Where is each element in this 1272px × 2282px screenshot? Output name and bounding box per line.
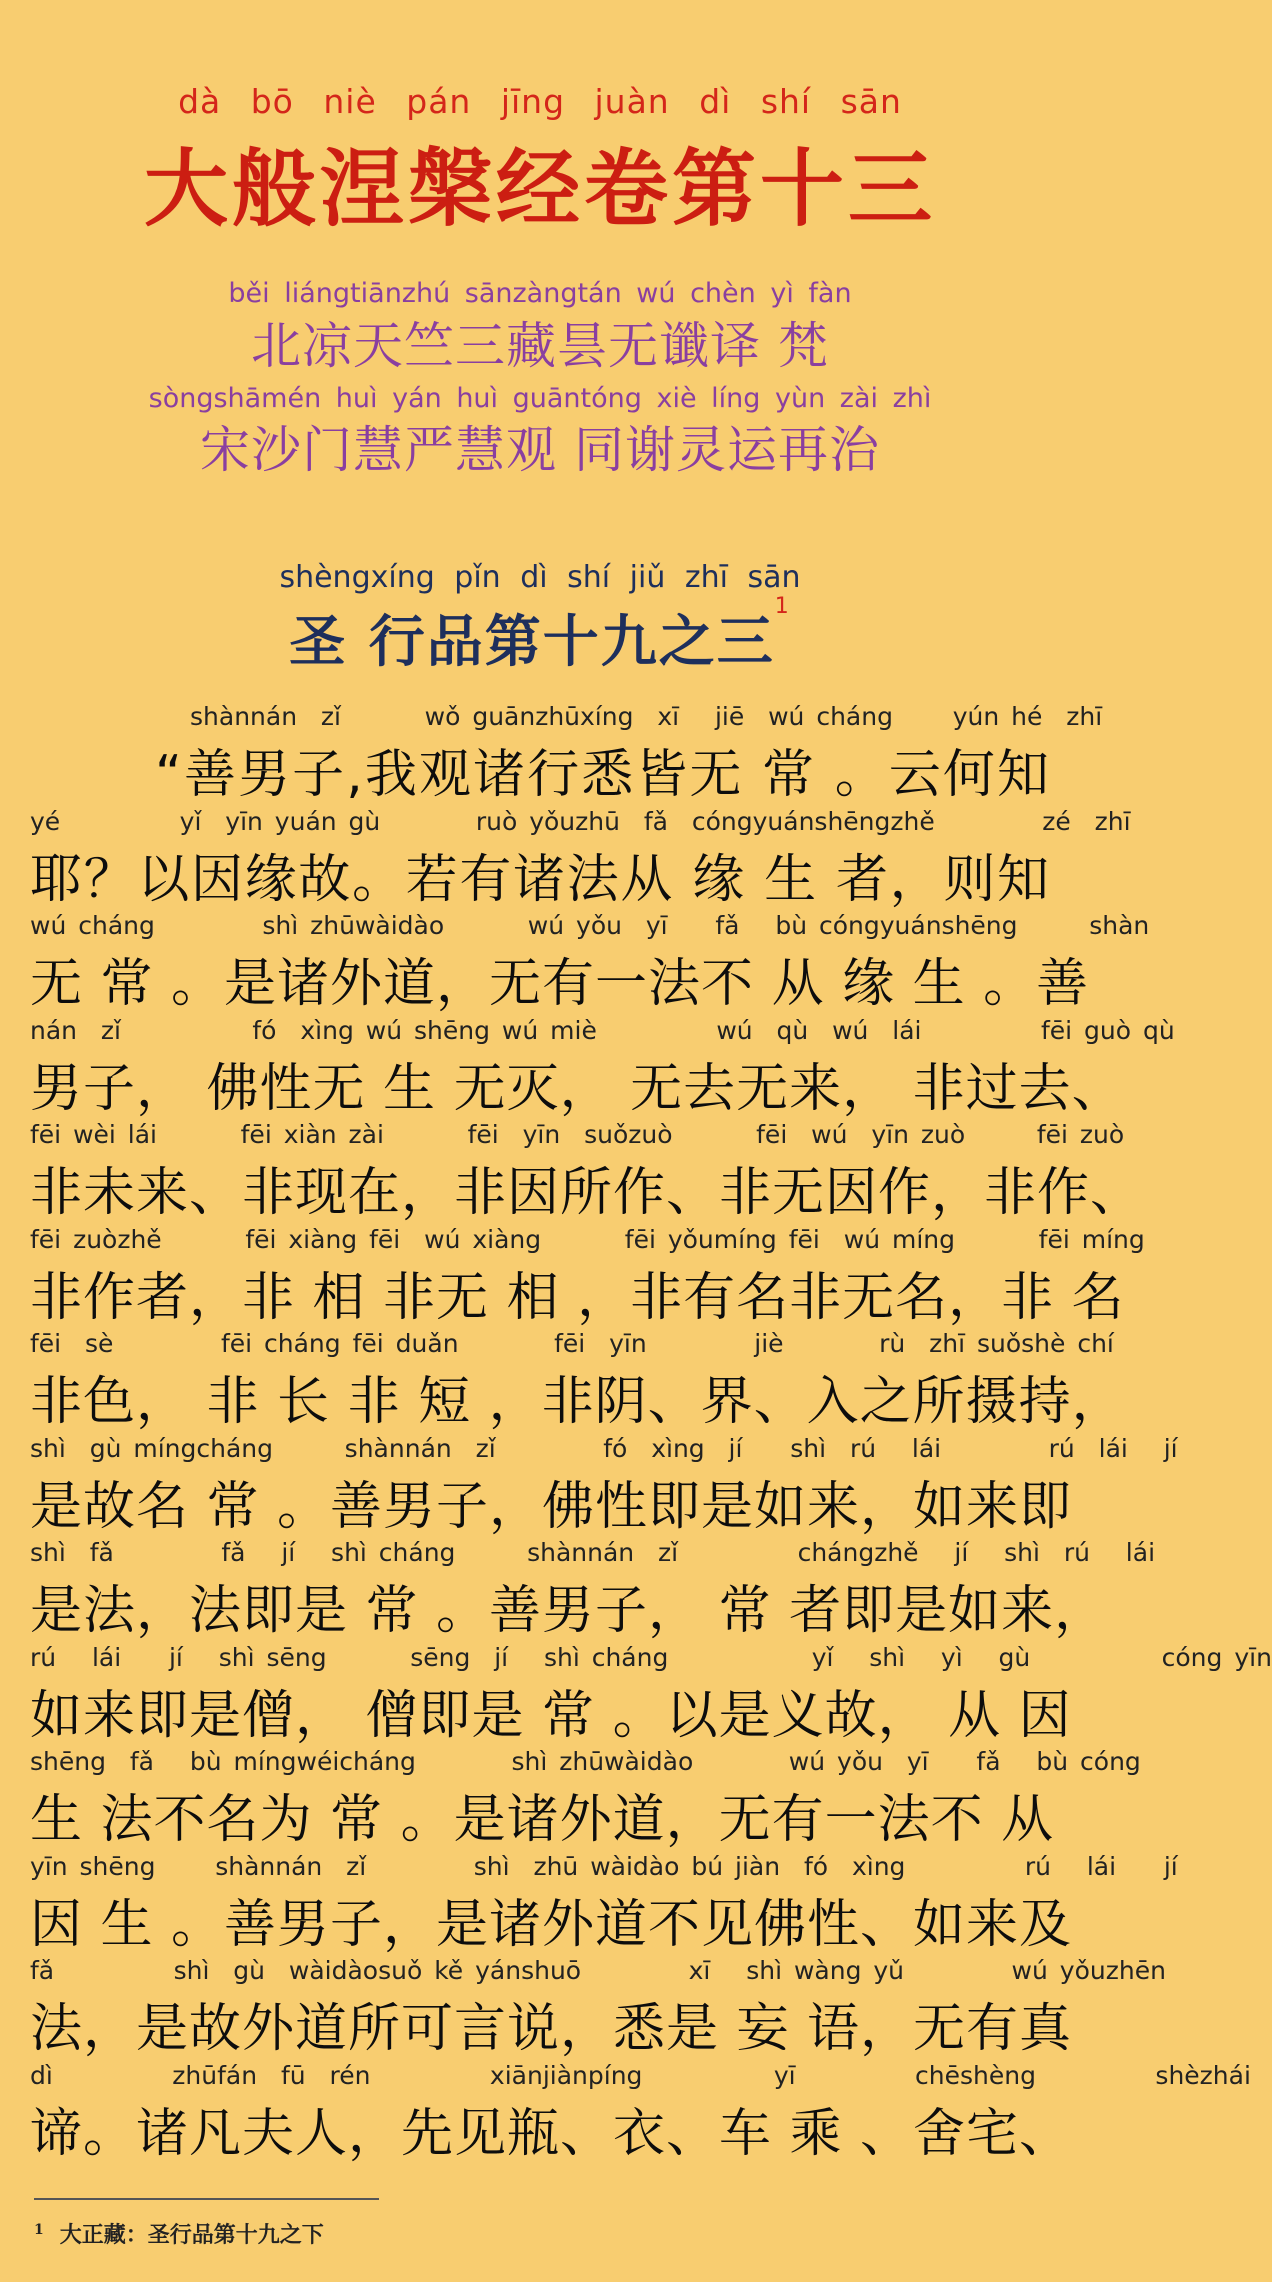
sutra-line: 因 生 。善男子，是诸外道不见佛性、如来及 <box>30 1894 1073 1955</box>
sutra-line: 男子， 佛性无 生 无灭， 无去无来， 非过去、 <box>30 1058 1125 1119</box>
title-pinyin: dà bō niè pán jīng juàn dì shí sān <box>178 82 902 121</box>
line-pinyin: yé yǐ yīn yuán gù ruò yǒuzhū fǎ cóngyuánshēngzhě zé zhī <box>30 806 1131 836</box>
sutra-line: 是法，法即是 常 。善男子， 常 者即是如来， <box>30 1581 1108 1641</box>
sutra-line: 生 法不名为 常 。是诸外道，无有一法不 从 <box>30 1790 1055 1850</box>
line-pinyin: fēi zuòzhě fēi xiàng fēi wú xiàng fēi yǒumíng fēi wú míng fēi míng <box>30 1224 1145 1254</box>
sutra-line: “善男子,我观诸行悉皆无 常 。云何知 <box>155 745 1050 805</box>
translator-line-2-pinyin: sòngshāmén huì yán huì guāntóng xiè líng yùn zài zhì <box>148 383 932 414</box>
sutra-line: 耶？以因缘故。若有诸法从 缘 生 者，则知 <box>30 849 1050 910</box>
line-pinyin: rú lái jí shì sēng sēng jí shì cháng yǐ shì yì gù cóng yīn <box>30 1642 1272 1672</box>
line-pinyin: shì fǎ fǎ jí shì cháng shànnán zǐ chángzhě jí shì rú lái <box>30 1538 1156 1567</box>
line-pinyin: fǎ shì gù wàidàosuǒ kě yánshuō xī shì wàng yǔ wú yǒuzhēn <box>30 1956 1166 1985</box>
sutra-line: 非色， 非 长 非 短 ，非阴、界、入之所摄持， <box>30 1372 1125 1432</box>
footnote-divider <box>34 2198 379 2200</box>
sutra-line: 非未来、非现在，非因所作、非无因作，非作、 <box>30 1163 1144 1223</box>
translator-line-1: 北凉天竺三藏昙无谶译 梵 <box>251 317 829 375</box>
sutra-line: 非作者，非 相 非无 相 ，非有名非无名，非 名 <box>30 1267 1125 1328</box>
line-pinyin: wú cháng shì zhūwàidào wú yǒu yī fǎ bù cóngyuánshēng shàn <box>30 911 1150 940</box>
sutra-line: 无 常 。是诸外道，无有一法不 从 缘 生 。善 <box>30 954 1090 1014</box>
sutra-title: 大般涅槃经卷第十三 <box>143 140 936 238</box>
line-pinyin: shēng fǎ bù míngwéicháng shì zhūwàidào wú yǒu yī fǎ bù cóng <box>30 1747 1141 1776</box>
line-pinyin: dì zhūfán fū rén xiānjiànpíng yī chēshèng shèzhái <box>30 2060 1251 2090</box>
chapter-pinyin: shèngxíng pǐn dì shí jiǔ zhī sān <box>279 560 801 595</box>
sutra-line: 法，是故外道所可言说，悉是 妄 语，无有真 <box>30 1999 1073 2059</box>
footnote <box>34 2218 324 2249</box>
chapter-title <box>0 594 1080 678</box>
translator-line-2: 宋沙门慧严慧观 同谢灵运再治 <box>200 421 880 479</box>
sutra-line: 谛。诸凡夫人，先见瓶、衣、车 乘 、舍宅、 <box>30 2103 1073 2164</box>
chapter-title-text: 圣 行品第十九之三 <box>289 610 775 675</box>
line-pinyin: shànnán zǐ wǒ guānzhūxíng xī jiē wú cháng yún hé zhī <box>190 702 1103 731</box>
footnote-mark: 1 <box>774 594 791 619</box>
translator-line-1-pinyin: běi liángtiānzhú sānzàngtán wú chèn yì fàn <box>228 278 852 309</box>
sutra-line: 是故名 常 。善男子，佛性即是如来，如来即 <box>30 1476 1073 1537</box>
line-pinyin: nán zǐ fó xìng wú shēng wú miè wú qù wú lái fēi guò qù <box>30 1015 1175 1045</box>
footnote-text: 大正藏：圣行品第十九之下 <box>59 2222 324 2248</box>
line-pinyin: fēi sè fēi cháng fēi duǎn fēi yīn jiè rù zhī suǒshè chí <box>30 1329 1114 1358</box>
footnote-number: 1 <box>34 2221 44 2238</box>
line-pinyin: shì gù míngcháng shànnán zǐ fó xìng jí shì rú lái rú lái jí <box>30 1433 1178 1463</box>
sutra-line: 如来即是僧， 僧即是 常 。以是义故， 从 因 <box>30 1685 1072 1746</box>
line-pinyin: yīn shēng shànnán zǐ shì zhū wàidào bú jiàn fó xìng rú lái jí <box>30 1851 1178 1881</box>
line-pinyin: fēi wèi lái fēi xiàn zài fēi yīn suǒzuò fēi wú yīn zuò fēi zuò <box>30 1120 1125 1149</box>
